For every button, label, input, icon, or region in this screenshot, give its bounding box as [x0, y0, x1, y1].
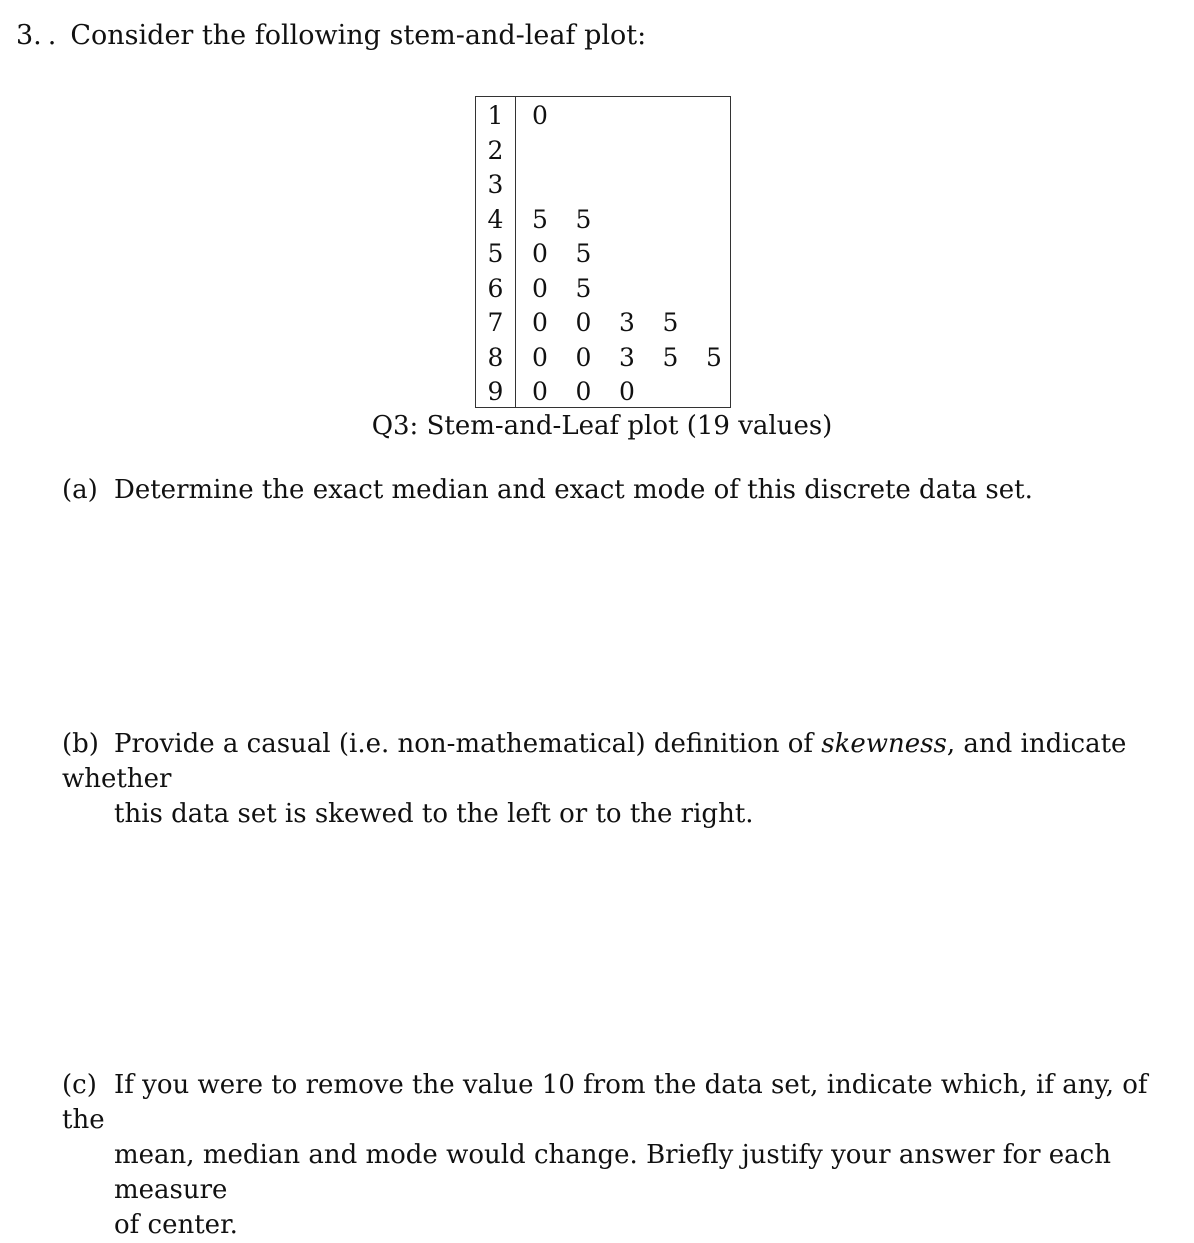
- leaf-value: 0: [532, 239, 548, 268]
- stem-value: 5: [487, 239, 504, 268]
- leaf-value: 3: [619, 308, 635, 337]
- leaf-value: 0: [532, 101, 548, 130]
- plot-row: [476, 236, 730, 271]
- plot-row: [476, 98, 730, 133]
- question-number: 3.: [16, 20, 42, 51]
- part-c-label: (c): [62, 1070, 97, 1100]
- plot-row: [476, 271, 730, 306]
- question-dot: .: [47, 20, 57, 51]
- part-c: [62, 1068, 1162, 1243]
- leaf-value: 0: [532, 377, 548, 406]
- stem-value: 1: [487, 101, 504, 130]
- plot-caption: Q3: Stem-and-Leaf plot (19 values): [371, 411, 833, 441]
- stem-value: 9: [487, 377, 504, 406]
- stem-value: 2: [487, 135, 504, 165]
- part-b-line-2: this data set is skewed to the left or to the right.: [114, 799, 754, 829]
- part-b-text-1: Provide a casual (i.e. non-mathematical) definition of: [114, 729, 822, 759]
- leaf-value: 0: [619, 377, 635, 406]
- part-a-text: Determine the exact median and exact mode of this discrete data set.: [114, 475, 1033, 505]
- part-c-line-3: of center.: [114, 1210, 238, 1240]
- leaf-value: 5: [706, 342, 722, 372]
- part-b-text-2: , and indicate whether: [62, 729, 1127, 794]
- stem-value: 7: [487, 308, 504, 337]
- part-b-term: skewness: [821, 729, 947, 759]
- leaf-value: 5: [662, 342, 679, 372]
- part-c-line-1: If you were to remove the value 10 from the data set, indicate which, if any, of the: [62, 1070, 1148, 1135]
- leaf-value: 3: [619, 342, 635, 372]
- leaf-value: 0: [532, 273, 548, 303]
- leaf-value: 0: [532, 342, 548, 372]
- part-a: [62, 473, 1162, 508]
- part-b-label: (b): [62, 729, 99, 759]
- plot-row: [476, 202, 730, 237]
- question-intro: Consider the following stem-and-leaf plot:: [70, 20, 647, 51]
- part-a-label: (a): [62, 475, 98, 505]
- stem-value: 4: [487, 204, 504, 234]
- plot-row: [476, 340, 730, 375]
- leaf-value: 0: [532, 308, 548, 337]
- plot-row: [476, 167, 730, 202]
- leaf-value: 0: [575, 342, 592, 372]
- plot-row: [476, 305, 730, 340]
- plot-row: [476, 374, 730, 409]
- stem-value: 6: [487, 273, 504, 303]
- leaf-value: 0: [575, 377, 592, 406]
- stem-value: 8: [487, 342, 504, 372]
- leaf-value: 5: [575, 239, 592, 268]
- part-c-line-2: mean, median and mode would change. Briefly justify your answer for each measure: [114, 1140, 1111, 1205]
- plot-row: [476, 133, 730, 168]
- stem-value: 3: [487, 170, 504, 199]
- leaf-value: 0: [575, 308, 592, 337]
- leaf-value: 5: [532, 204, 548, 234]
- leaf-value: 5: [575, 273, 592, 303]
- question-header: [16, 18, 646, 54]
- stem-and-leaf-plot: [475, 96, 731, 408]
- part-b: [62, 727, 1162, 832]
- leaf-value: 5: [575, 204, 592, 234]
- leaf-value: 5: [662, 308, 679, 337]
